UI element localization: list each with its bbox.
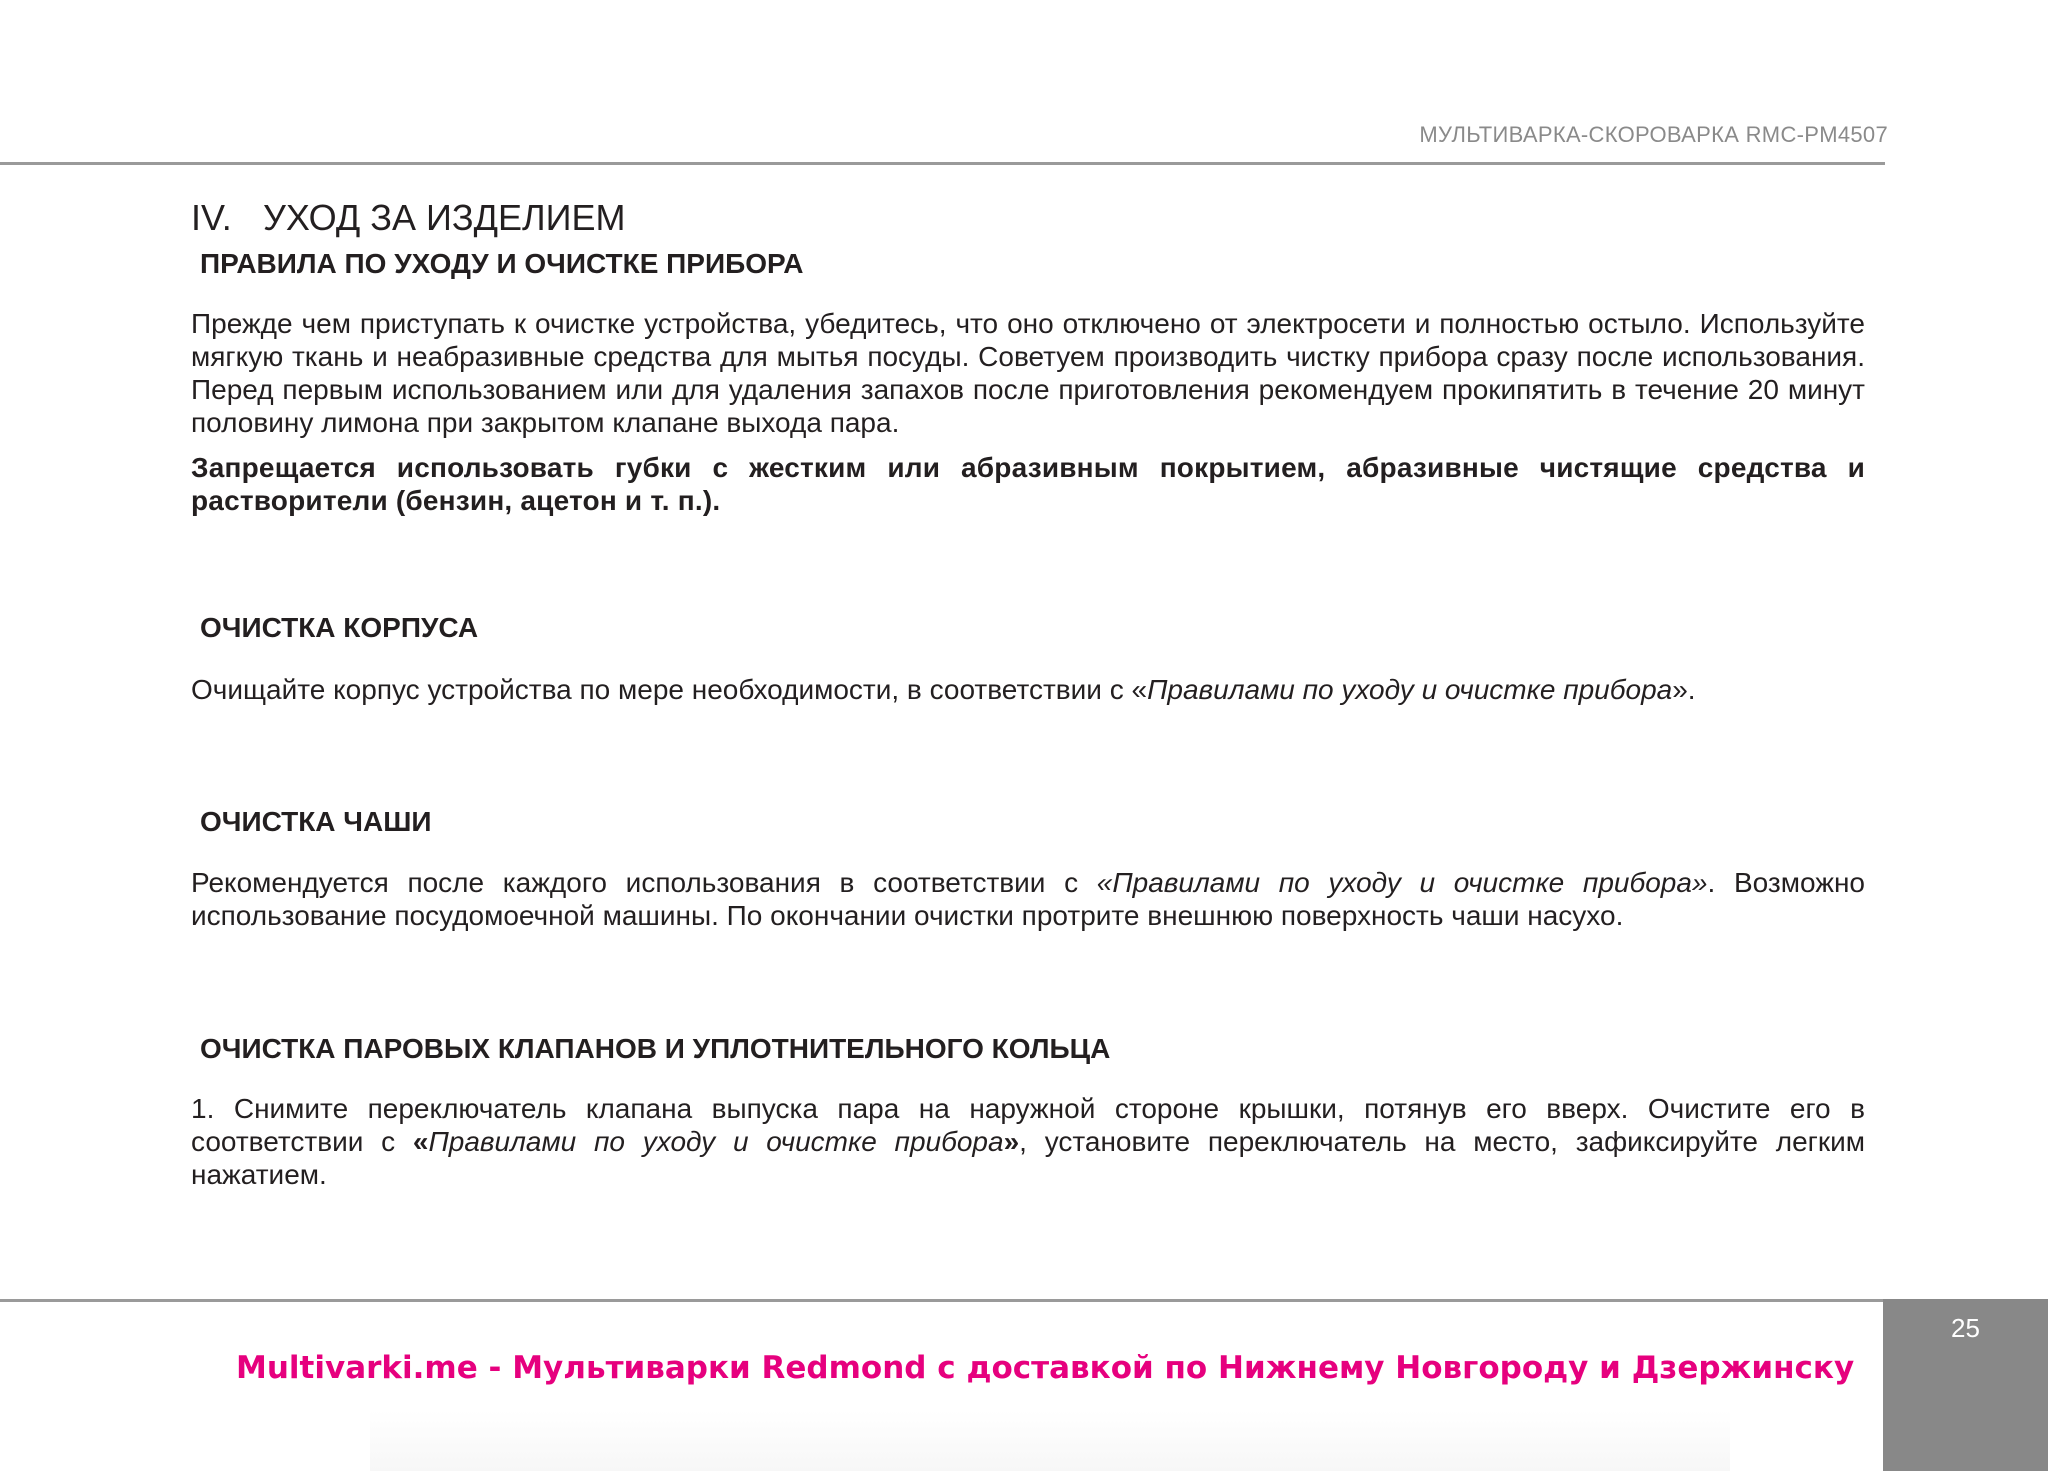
chapter-title bbox=[191, 192, 1865, 244]
footer-band bbox=[370, 1410, 1730, 1471]
footer-rule bbox=[0, 1299, 1885, 1302]
header-rule bbox=[0, 162, 1885, 165]
bowl-text-before: Рекомендуется после каждого использования в соответствии с bbox=[191, 867, 1097, 898]
rules-warning: Запрещается использовать губки с жестким или абразивным покрытием, абразивные чистящие средства и растворители (бензин, ацетон и т. п.). bbox=[191, 452, 1865, 516]
bowl-text-italic: «Правилами по уходу и очистке прибора» bbox=[1096, 867, 1708, 898]
rules-paragraph: Прежде чем приступать к очистке устройства, убедитесь, что оно отключено от электросети и полностью остыло. Используйте мягкую ткань и неабразивные средства для мытья посуды. Советуем производить чистку прибора сразу после использования. Перед первым использованием или для удаления запахов после приготовления рекомендуем прокипятить в течение 20 минут половину лимона при закрытом клапане выхода пара. bbox=[191, 308, 1865, 438]
section-heading-body: ОЧИСТКА КОРПУСА bbox=[200, 612, 479, 643]
valves-text-italic: Правилами по уходу и очистке прибора bbox=[428, 1126, 1004, 1157]
section-heading-bowl: ОЧИСТКА ЧАШИ bbox=[200, 806, 432, 837]
valves-quote-open: « bbox=[412, 1126, 429, 1157]
body-text-italic: Правилами по уходу и очистке прибора bbox=[1147, 674, 1673, 705]
running-header: МУЛЬТИВАРКА-СКОРОВАРКА RMC-PM4507 bbox=[1419, 122, 1888, 147]
footer-promo-text: Multivarki.me - Мультиварки Redmond с доставкой по Нижнему Новгороду и Дзержинску bbox=[236, 1350, 1855, 1386]
page-number: 25 bbox=[1951, 1313, 1980, 1343]
page-content bbox=[191, 192, 1865, 1191]
bowl-cleaning-paragraph bbox=[191, 866, 1865, 932]
chapter-number: IV. bbox=[191, 197, 232, 238]
chapter-title-text: УХОД ЗА ИЗДЕЛИЕМ bbox=[263, 197, 626, 238]
valves-quote-close: » bbox=[1003, 1126, 1020, 1157]
valves-cleaning-paragraph bbox=[191, 1092, 1865, 1191]
section-heading-rules: ПРАВИЛА ПО УХОДУ И ОЧИСТКЕ ПРИБОРА bbox=[200, 248, 804, 279]
body-text-before: Очищайте корпус устройства по мере необходимости, в соответствии с « bbox=[191, 674, 1148, 705]
bowl-text-after: . Возможно использование посудомоечной машины. По окончании очистки протрите внешнюю поверхность чаши насухо. bbox=[191, 867, 1866, 931]
page-number-box bbox=[1883, 1299, 2048, 1471]
body-cleaning-paragraph bbox=[191, 673, 1865, 706]
valves-text-before: 1. Снимите переключатель клапана выпуска пара на наружной стороне крышки, потянув его вверх. Очистите его в соответствии с bbox=[191, 1093, 1865, 1157]
valves-text-after: , установите переключатель на место, зафиксируйте легким нажатием. bbox=[191, 1126, 1865, 1190]
section-heading-valves: ОЧИСТКА ПАРОВЫХ КЛАПАНОВ И УПЛОТНИТЕЛЬНОГО КОЛЬЦА bbox=[200, 1033, 1111, 1064]
body-text-after: ». bbox=[1672, 674, 1696, 705]
